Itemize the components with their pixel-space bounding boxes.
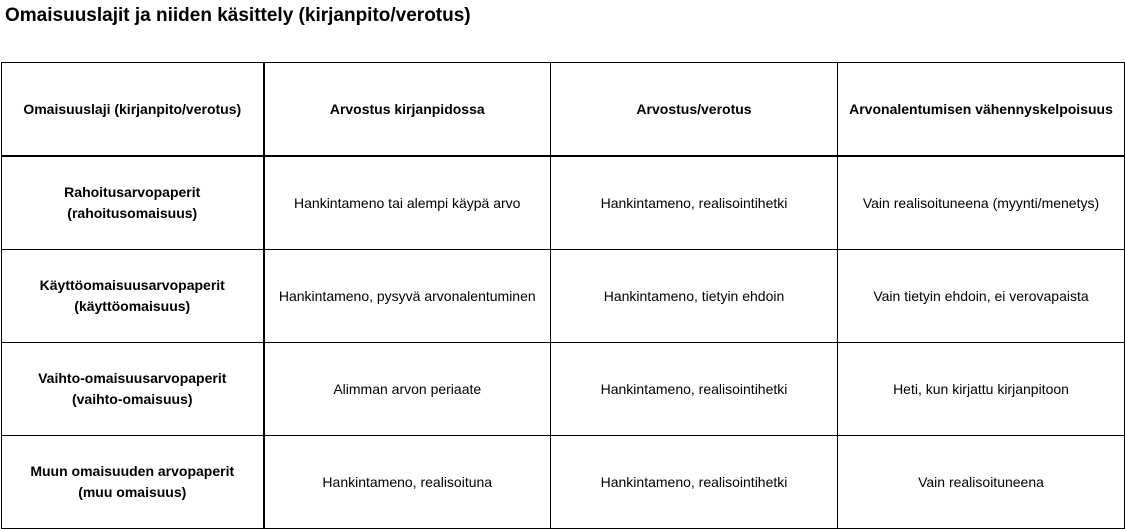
table-row bbox=[2, 343, 1125, 436]
table-row bbox=[2, 436, 1125, 529]
accounting-cell: Hankintameno, realisoituna bbox=[264, 436, 551, 529]
accounting-cell: Hankintameno tai alempi käypä arvo bbox=[264, 156, 551, 250]
taxation-cell: Hankintameno, realisointihetki bbox=[551, 343, 838, 436]
header-taxation-valuation: Arvostus/verotus bbox=[551, 63, 838, 157]
asset-type-name: Vaihto-omaisuusarvopaperit bbox=[38, 370, 227, 386]
asset-type-name: Käyttöomaisuusarvopaperit bbox=[39, 277, 225, 293]
asset-type-cell bbox=[2, 436, 264, 529]
page-title: Omaisuuslajit ja niiden käsittely (kirjanpito/verotus) bbox=[5, 5, 471, 26]
asset-type-name: Muun omaisuuden arvopaperit bbox=[30, 463, 235, 479]
asset-type-category: (muu omaisuus) bbox=[78, 484, 187, 500]
asset-type-cell bbox=[2, 250, 264, 343]
accounting-cell: Hankintameno, pysyvä arvonalentuminen bbox=[264, 250, 551, 343]
table-row bbox=[2, 156, 1125, 250]
asset-type-category: (rahoitusomaisuus) bbox=[67, 205, 198, 221]
header-impairment-deductibility: Arvonalentumisen vähennyskelpoisuus bbox=[838, 63, 1125, 157]
header-accounting-valuation: Arvostus kirjanpidossa bbox=[264, 63, 551, 157]
taxation-cell: Hankintameno, tietyin ehdoin bbox=[551, 250, 838, 343]
taxation-cell: Hankintameno, realisointihetki bbox=[551, 156, 838, 250]
deductibility-cell: Vain tietyin ehdoin, ei verovapaista bbox=[838, 250, 1125, 343]
table-header-row bbox=[2, 63, 1125, 157]
table-row bbox=[2, 250, 1125, 343]
asset-treatment-table bbox=[1, 62, 1125, 529]
deductibility-cell: Heti, kun kirjattu kirjanpitoon bbox=[838, 343, 1125, 436]
asset-type-category: (vaihto-omaisuus) bbox=[71, 391, 193, 407]
accounting-cell: Alimman arvon periaate bbox=[264, 343, 551, 436]
asset-type-name: Rahoitusarvopaperit bbox=[64, 184, 201, 200]
taxation-cell: Hankintameno, realisointihetki bbox=[551, 436, 838, 529]
deductibility-cell: Vain realisoituneena bbox=[838, 436, 1125, 529]
deductibility-cell: Vain realisoituneena (myynti/menetys) bbox=[838, 156, 1125, 250]
asset-type-cell bbox=[2, 156, 264, 250]
asset-type-cell bbox=[2, 343, 264, 436]
header-asset-type: Omaisuuslaji (kirjanpito/verotus) bbox=[2, 63, 264, 157]
asset-type-category: (käyttöomaisuus) bbox=[74, 298, 191, 314]
